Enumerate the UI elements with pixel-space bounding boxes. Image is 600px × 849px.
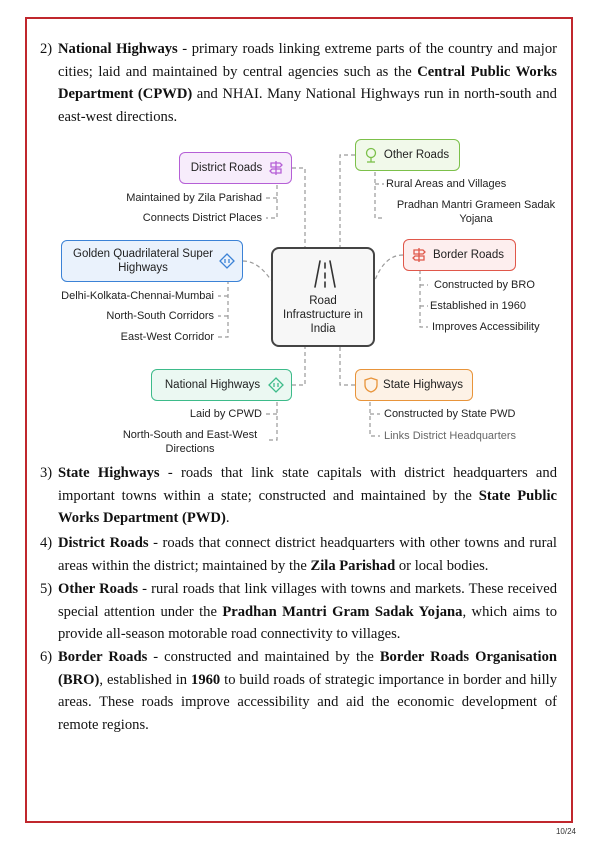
item-number: 3) xyxy=(40,465,53,481)
signpost-icon xyxy=(267,159,285,177)
highway-badge-icon xyxy=(218,252,236,270)
district-roads-node xyxy=(179,152,292,184)
national-item-2: North-South and East-West Directions xyxy=(122,429,258,455)
text: , established in xyxy=(99,671,192,688)
shield-icon xyxy=(362,376,380,394)
national-item-1: Laid by CPWD xyxy=(189,408,262,420)
node-title: Golden Quadrilateral Super Highways xyxy=(73,248,213,274)
text: - roads that link state capitals with district headquarters and important towns within a state; constructed and maintained by the xyxy=(58,465,557,504)
term: 1960 xyxy=(191,671,221,688)
border-item-1: Constructed by BRO xyxy=(434,279,535,291)
text: . xyxy=(225,510,230,526)
national-highways-node xyxy=(151,369,292,401)
center-label: Road Infrastructure in India xyxy=(283,295,363,335)
signpost-icon xyxy=(410,246,428,264)
district-item-1: Maintained by Zila Parishad xyxy=(126,192,262,204)
golden-item-3: East-West Corridor xyxy=(120,331,214,343)
border-item-2: Established in 1960 xyxy=(430,300,527,312)
other-item-1: Rural Areas and Villages xyxy=(386,178,507,190)
node-title: State Highways xyxy=(383,379,463,391)
term: National Highways xyxy=(58,41,178,57)
text: - constructed and maintained by the xyxy=(147,649,380,665)
item-number: 6) xyxy=(40,649,53,665)
other-roads-node xyxy=(355,139,460,171)
term: District Roads xyxy=(58,535,149,551)
district-item-2: Connects District Places xyxy=(142,212,262,224)
node-title: District Roads xyxy=(190,162,263,174)
term: Central Public Works Department (CPWD) xyxy=(58,63,557,102)
paragraph-state-highways xyxy=(40,462,557,530)
term: Zila Parishad xyxy=(310,557,396,574)
paragraph-border-roads xyxy=(40,646,557,736)
golden-item-1: Delhi-Kolkata-Chennai-Mumbai xyxy=(61,290,214,302)
node-title: Other Roads xyxy=(383,149,450,161)
tree-icon xyxy=(362,146,380,164)
state-item-1: Constructed by State PWD xyxy=(384,408,516,420)
paragraph-other-roads xyxy=(40,578,557,646)
golden-item-2: North-South Corridors xyxy=(106,310,214,322)
text: to build roads of strategic importance in border and hilly areas. These roads improve accessibility and aid the economic development of remote regions. xyxy=(58,671,557,733)
term: Other Roads xyxy=(58,581,139,597)
text: - rural roads that link villages with towns and markets. These received special attention under the xyxy=(58,581,557,620)
road-icon xyxy=(313,259,337,289)
state-item-2: Links District Headquarters xyxy=(384,430,517,442)
term: State Public Works Department (PWD) xyxy=(58,487,557,526)
node-title: National Highways xyxy=(164,379,261,391)
golden-quadrilateral-node xyxy=(61,240,243,282)
term: Pradhan Mantri Gram Sadak Yojana xyxy=(222,603,463,620)
text: and NHAI. Many National Highways run in north-south and east-west directions. xyxy=(58,86,557,125)
page-number: 10/24 xyxy=(555,827,576,836)
border-roads-node xyxy=(403,239,516,271)
text: - primary roads linking extreme parts of the country and major cities; laid and maintained by central agencies such as the xyxy=(58,41,557,80)
node-title: Border Roads xyxy=(433,249,504,261)
text: or local bodies. xyxy=(395,557,489,574)
item-number: 2) xyxy=(40,41,53,57)
highway-badge-icon xyxy=(267,376,285,394)
text: - roads that connect district headquarters with other towns and rural areas within the district; maintained by the xyxy=(58,535,557,574)
paragraph-district-roads xyxy=(40,532,557,577)
other-item-2: Pradhan Mantri Grameen Sadak Yojana xyxy=(396,199,556,225)
border-item-3: Improves Accessibility xyxy=(432,321,540,333)
term: Border Roads Organisation (BRO) xyxy=(58,649,557,688)
center-node xyxy=(271,247,375,347)
item-number: 5) xyxy=(40,581,53,597)
state-highways-node xyxy=(355,369,473,401)
term: Border Roads xyxy=(58,649,148,665)
item-number: 4) xyxy=(40,535,53,551)
text: , which aims to provide all-season motorable road connectivity to villages. xyxy=(58,603,557,642)
term: State Highways xyxy=(58,465,160,481)
